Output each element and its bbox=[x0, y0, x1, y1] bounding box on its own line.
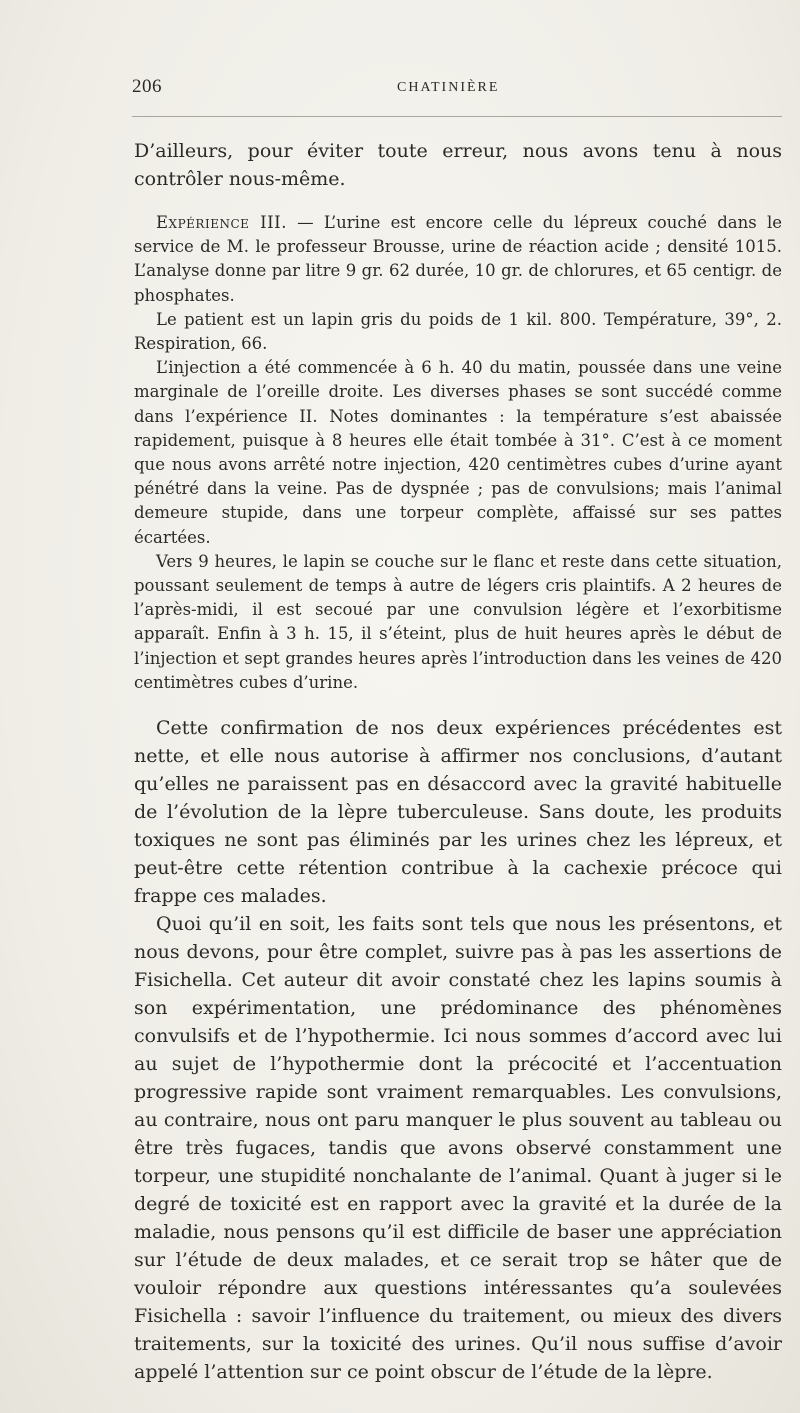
running-head: CHATINIÈRE bbox=[397, 80, 500, 95]
paragraph-discussion: Quoi qu’il en soit, les faits sont tels que nous les présentons, et nous devons, pour être complet, suivre pas à pas les assertions de Fisichella. Cet auteur dit avoir constaté chez les lapins soumis à son expérimentation, une prédominance des phénomènes convulsifs et de l’hypothermie. Ici nous sommes d’accord avec lui au sujet de l’hypothermie dont la précocité et l’accentuation progressive rapide sont vraiment remarquables. Les convulsions, au contraire, nous ont paru manquer le plus souvent au tableau ou être très fugaces, tandis que avons observé constamment une torpeur, une stupidité nonchalante de l’animal. Quant à juger si le degré de toxicité est en rapport avec la gravité et la durée de la maladie, nous pensons qu’il est difficile de baser une appréciation sur l’étude de deux malades, et ce serait trop se hâter que de vouloir répondre aux questions intéressantes qu’a soulevées Fisichella : savoir l’influence du traitement, ou mieux des divers traitements, sur la toxicité des urines. Qu’il nous suffise d’avoir appelé l’attention sur ce point obscur de l’étude de la lèpre. bbox=[134, 913, 782, 1384]
page-number: 206 bbox=[132, 76, 162, 97]
experiment-label: Expérience III. bbox=[156, 213, 287, 232]
page-header bbox=[132, 76, 782, 100]
paragraph-confirmation: Cette confirmation de nos deux expériences précédentes est nette, et elle nous autorise à affirmer nos conclusions, d’autant qu’elles ne paraissent pas en désaccord avec la gravité habituelle de l’évolution de la lèpre tuberculeuse. Sans doute, les produits toxiques ne sont pas éliminés par les urines chez les lépreux, et peut-être cette rétention contribue à la cachexie précoce qui frappe ces malades. bbox=[134, 717, 782, 908]
paragraph-patient: Le patient est un lapin gris du poids de 1 kil. 800. Température, 39°, 2. Respiration, 66. bbox=[134, 309, 782, 354]
paragraph-injection: L’injection a été commencée à 6 h. 40 du matin, poussée dans une veine marginale de l’oreille droite. Les diverses phases se sont succédé comme dans l’expérience II. Notes dominantes : la température s’est abaissée rapidement, puisque à 8 heures elle était tombée à 31°. C’est à ce moment que nous avons arrêté notre injection, 420 centimètres cubes d’urine ayant pénétré dans la veine. Pas de dyspnée ; pas de convulsions; mais l’animal demeure stupide, dans une torpeur complète, affaissé sur ses pattes écartées. bbox=[134, 358, 782, 547]
paragraph-intro: D’ailleurs, pour éviter toute erreur, nous avons tenu à nous contrôler nous-même. bbox=[134, 140, 782, 190]
page-body bbox=[134, 137, 782, 1386]
paragraph-outcome: Vers 9 heures, le lapin se couche sur le flanc et reste dans cette situation, poussant seulement de temps à autre de légers cris plaintifs. A 2 heures de l’après-midi, il est secoué par une convulsion légère et l’exorbitisme apparaît. Enfin à 3 h. 15, il s’éteint, plus de huit heures après le début de l’injection et sept grandes heures après l’introduction dans les veines de 420 centimètres cubes d’urine. bbox=[134, 551, 782, 692]
experiment-text: — L’urine est encore celle du lépreux couché dans le service de M. le professeur Brousse, urine de réaction acide ; densité 1015. L’analyse donne par litre 9 gr. 62 durée, 10 gr. de chlorures, et 65 centigr. de phosphates. bbox=[134, 213, 782, 305]
header-rule bbox=[132, 116, 782, 117]
paragraph-experiment-iii bbox=[134, 211, 782, 308]
